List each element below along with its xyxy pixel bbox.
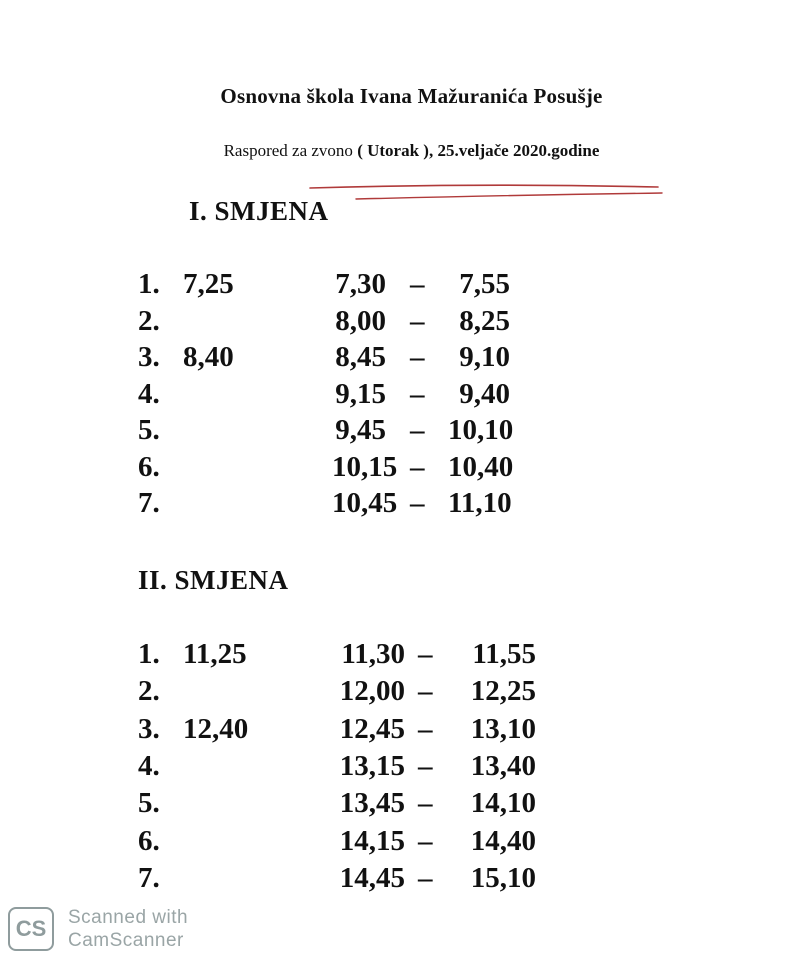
- period-end-time: 7,55: [459, 268, 510, 300]
- first-bell-time: 8,40: [183, 341, 234, 373]
- time-separator: –: [410, 487, 425, 519]
- period-start-time: 10,15: [332, 450, 398, 483]
- period-end-time: 11,55: [472, 638, 536, 670]
- time-separator: –: [418, 824, 433, 857]
- time-separator: –: [418, 749, 433, 782]
- period-start-time: 10,45: [332, 487, 398, 519]
- subtitle-prefix: Raspored za zvono: [223, 141, 353, 160]
- period-start-time: 9,45: [335, 414, 386, 446]
- period-end-time: 9,10: [459, 341, 510, 373]
- schedule-subtitle: [0, 141, 793, 161]
- period-start-time: 8,00: [335, 304, 386, 337]
- period-number: 6.: [138, 824, 160, 857]
- time-separator: –: [410, 268, 425, 300]
- schedule-row: [0, 675, 793, 711]
- camscanner-watermark: [8, 904, 218, 954]
- period-number: 1.: [138, 268, 160, 300]
- period-number: 4.: [138, 377, 160, 410]
- period-number: 3.: [138, 341, 160, 373]
- period-number: 5.: [138, 414, 160, 446]
- watermark-line-2: CamScanner: [68, 930, 184, 951]
- schedule-row: [0, 451, 793, 487]
- subtitle-date: , 25.veljače 2020.godine: [428, 141, 600, 160]
- time-separator: –: [418, 861, 433, 894]
- time-separator: –: [418, 712, 433, 745]
- period-start-time: 13,45: [339, 787, 405, 820]
- period-end-time: 11,10: [448, 487, 512, 519]
- schedule-row: [0, 487, 793, 523]
- period-end-time: 12,25: [470, 675, 536, 708]
- period-start-time: 9,15: [335, 377, 386, 410]
- period-end-time: 14,10: [470, 787, 536, 820]
- first-bell-time: 12,40: [183, 712, 249, 745]
- period-number: 7.: [138, 487, 160, 519]
- period-start-time: 14,45: [339, 861, 405, 894]
- period-number: 1.: [138, 638, 160, 670]
- time-separator: –: [418, 787, 433, 820]
- schedule-row: [0, 378, 793, 414]
- period-number: 4.: [138, 749, 160, 782]
- period-end-time: 13,10: [470, 712, 536, 745]
- period-number: 2.: [138, 675, 160, 708]
- schedule-row: [0, 341, 793, 377]
- period-start-time: 8,45: [335, 341, 386, 373]
- period-start-time: 7,30: [335, 268, 386, 300]
- period-number: 7.: [138, 861, 160, 894]
- school-title: Osnovna škola Ivana Mažuranića Posušje: [220, 84, 603, 108]
- period-number: 2.: [138, 304, 160, 337]
- period-start-time: 11,30: [341, 638, 405, 670]
- period-number: 3.: [138, 712, 160, 745]
- period-start-time: 13,15: [339, 749, 405, 782]
- first-bell-time: 11,25: [183, 638, 247, 670]
- period-number: 6.: [138, 450, 160, 483]
- camscanner-logo-icon: CS: [8, 907, 54, 951]
- time-separator: –: [410, 450, 425, 483]
- schedule-row: [0, 268, 793, 304]
- shift-2-heading: II. SMJENA: [138, 565, 289, 595]
- schedule-row: [0, 787, 793, 823]
- period-start-time: 14,15: [339, 824, 405, 857]
- subtitle-day: ( Utorak ): [357, 141, 429, 160]
- period-start-time: 12,45: [339, 712, 405, 745]
- handwritten-underline: [0, 0, 793, 220]
- camscanner-text: [68, 906, 188, 952]
- schedule-row: [0, 305, 793, 341]
- first-bell-time: 7,25: [183, 268, 234, 300]
- period-end-time: 8,25: [459, 304, 510, 337]
- time-separator: –: [410, 304, 425, 337]
- shift-1-heading: I. SMJENA: [189, 196, 329, 226]
- period-end-time: 10,40: [448, 450, 514, 483]
- schedule-row: [0, 862, 793, 898]
- schedule-row: [0, 825, 793, 861]
- watermark-line-1: Scanned with: [68, 907, 189, 928]
- time-separator: –: [410, 414, 425, 446]
- period-end-time: 13,40: [470, 749, 536, 782]
- period-end-time: 14,40: [470, 824, 536, 857]
- period-start-time: 12,00: [339, 675, 405, 708]
- time-separator: –: [418, 638, 433, 670]
- period-number: 5.: [138, 787, 160, 820]
- period-end-time: 10,10: [448, 414, 514, 446]
- period-end-time: 9,40: [459, 377, 510, 410]
- schedule-row: [0, 414, 793, 450]
- period-end-time: 15,10: [470, 861, 536, 894]
- schedule-row: [0, 750, 793, 786]
- time-separator: –: [410, 341, 425, 373]
- time-separator: –: [410, 377, 425, 410]
- time-separator: –: [418, 675, 433, 708]
- schedule-row: [0, 713, 793, 749]
- schedule-row: [0, 638, 793, 674]
